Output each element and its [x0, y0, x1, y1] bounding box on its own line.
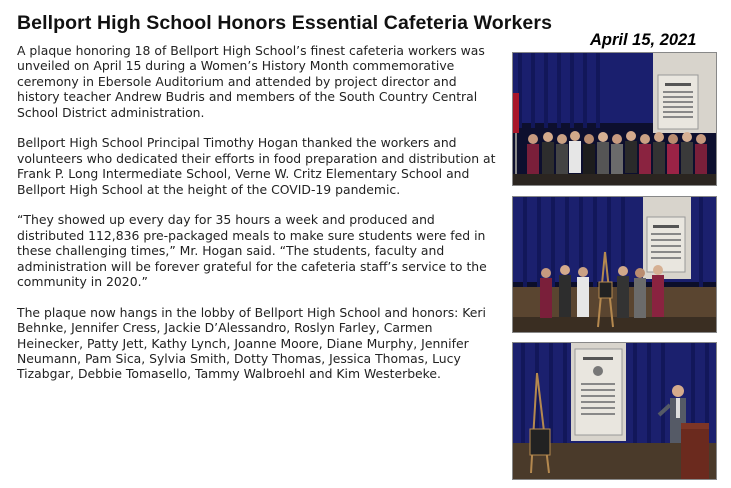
group-photo — [512, 52, 717, 186]
paragraph-3: “They showed up every day for 35 hours a week and produced and distributed 112,836 pre-packaged meals to make sure students were fed in these challenging times,” Mr. Hogan said. “The students, faculty and administration will be forever grateful for the cafeteria staff’s service to the community in 2020.” — [17, 212, 487, 290]
article-headline: Bellport High School Honors Essential Cafeteria Workers — [17, 12, 553, 34]
article-date: April 15, 2021 — [590, 31, 697, 49]
article-body — [17, 43, 501, 397]
paragraph-4: The plaque now hangs in the lobby of Bellport High School and honors: Keri Behnke, Jennifer Cress, Jackie D’Alessandro, Roslyn Farley, Carmen Heinecker, Patty Jett, Kathy Lynch, Joanne Moore, Diane Murphy, Jennifer Neumann, Pam Sica, Sylvia Smith, Dotty Thomas, Jessica Thomas, Lucy Tizabgar, Debbie Tomasello, Tammy Walbroehl and Kim Westerbeke. — [17, 304, 486, 382]
paragraph-2: Bellport High School Principal Timothy Hogan thanked the workers and volunteers who dedicated their efforts in food preparation and distribution at Frank P. Long Intermediate School, Verne W. Critz Elementary School and Bellport High School at the height of the COVID-19 pandemic. — [17, 135, 496, 197]
speaker-at-podium-photo — [512, 342, 717, 480]
small-group-photo — [512, 196, 717, 333]
paragraph-1: A plaque honoring 18 of Bellport High School’s finest cafeteria workers was unveiled on April 15 during a Women’s History Month commemorative ceremony in Ebersole Auditorium and attended by project director and history teacher Andrew Budris and members of the South Country Central School District administration. — [17, 43, 485, 120]
